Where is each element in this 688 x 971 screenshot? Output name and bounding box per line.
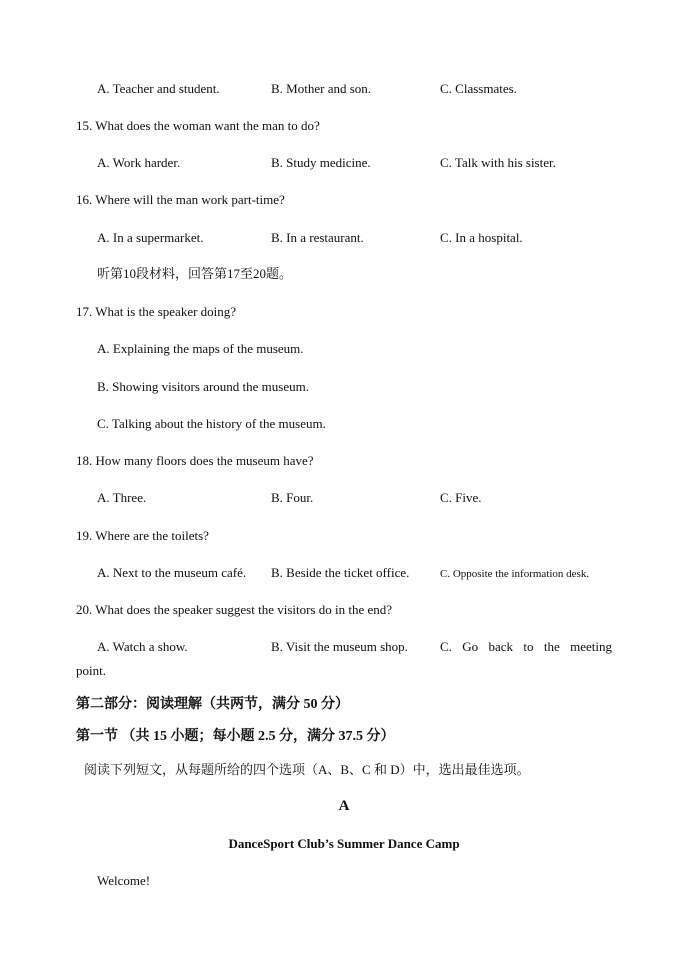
q20-option-c-word: to — [523, 639, 534, 654]
q20-option-c — [440, 639, 612, 655]
q18-option-c: C. Five. — [440, 490, 482, 505]
reading-instruction: 阅读下列短文，从每题所给的四个选项（A、B、C 和 D）中，选出最佳选项。 — [84, 762, 530, 777]
q16-option-a: A. In a supermarket. — [97, 230, 204, 245]
q16-option-b: B. In a restaurant. — [271, 230, 364, 245]
q20-option-c-word: meeting — [570, 639, 612, 654]
q14-option-b: B. Mother and son. — [271, 81, 372, 96]
q19-option-a: A. Next to the museum café. — [97, 565, 247, 580]
q14-option-c: C. Classmates. — [440, 81, 517, 96]
q19-question: 19. Where are the toilets? — [76, 528, 209, 543]
q20-option-c-continuation: point. — [76, 663, 106, 678]
q15-option-b: B. Study medicine. — [271, 155, 371, 170]
listening-instruction: 听第10段材料，回答第17至20题。 — [97, 266, 293, 281]
q20-question: 20. What does the speaker suggest the visitors do in the end? — [76, 602, 393, 617]
passage-letter: A — [338, 798, 350, 814]
passage-first-line: Welcome! — [97, 873, 151, 888]
passage-title: DanceSport Club’s Summer Dance Camp — [228, 836, 460, 851]
q14-option-a: A. Teacher and student. — [97, 81, 220, 96]
q18-option-b: B. Four. — [271, 490, 314, 505]
q20-option-c-word: Go — [462, 639, 479, 654]
q16-option-c: C. In a hospital. — [440, 230, 523, 245]
q20-option-b: B. Visit the museum shop. — [271, 639, 408, 654]
q19-option-c: C. Opposite the information desk. — [440, 568, 590, 580]
q17-option-a: A. Explaining the maps of the museum. — [97, 341, 304, 356]
q18-option-a: A. Three. — [97, 490, 147, 505]
q17-option-b: B. Showing visitors around the museum. — [97, 379, 309, 394]
q18-question: 18. How many floors does the museum have? — [76, 453, 314, 468]
q20-option-c-word: the — [543, 639, 560, 654]
q17-question: 17. What is the speaker doing? — [76, 304, 237, 319]
q15-question: 15. What does the woman want the man to do? — [76, 118, 320, 133]
q15-option-a: A. Work harder. — [97, 155, 181, 170]
q19-option-b: B. Beside the ticket office. — [271, 565, 410, 580]
q20-option-c-word: C. — [440, 639, 452, 654]
q20-option-c-word: back — [488, 639, 514, 654]
q16-question: 16. Where will the man work part-time? — [76, 192, 285, 207]
q17-option-c: C. Talking about the history of the museum. — [97, 416, 326, 431]
part2-title: 第二部分：阅读理解（共两节，满分 50 分） — [76, 697, 349, 712]
q20-option-a: A. Watch a show. — [97, 639, 188, 654]
section1-title: 第一节 （共 15 小题；每小题 2.5 分，满分 37.5 分） — [76, 729, 395, 744]
q15-option-c: C. Talk with his sister. — [440, 155, 556, 170]
